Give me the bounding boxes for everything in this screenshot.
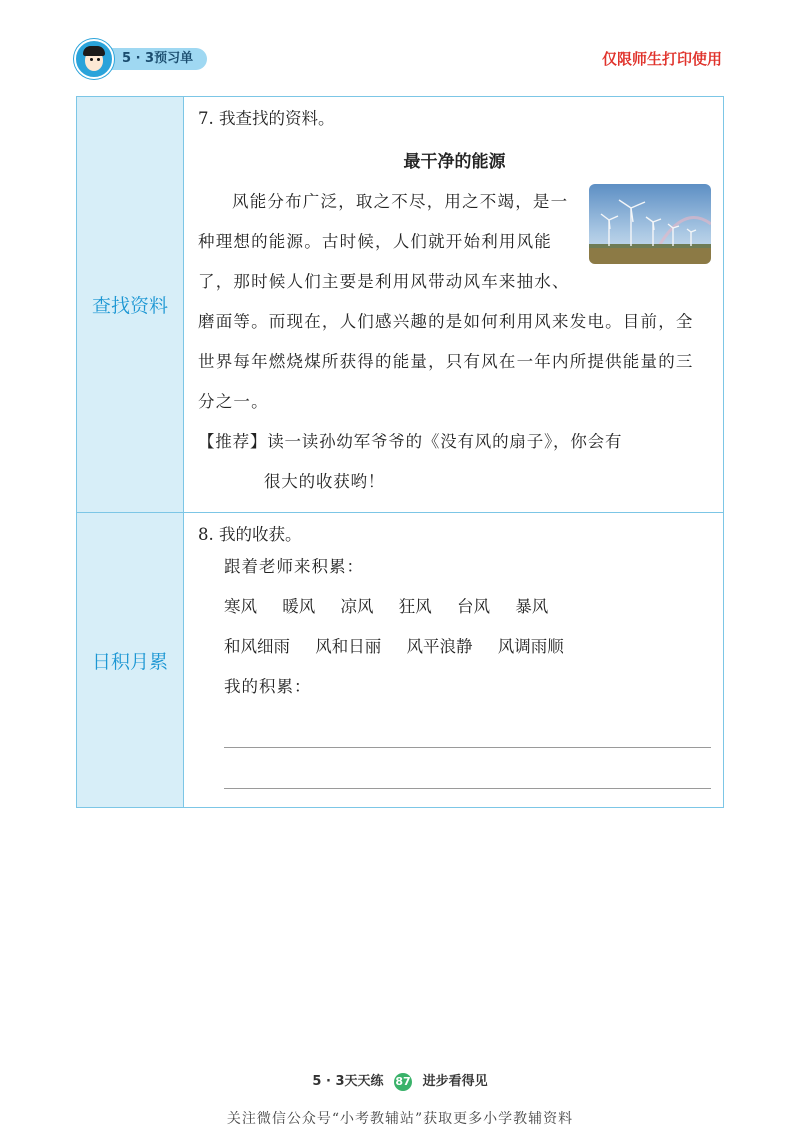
idiom: 风平浪静 bbox=[406, 637, 473, 656]
page-footer bbox=[0, 1070, 800, 1091]
word: 暴风 bbox=[515, 597, 549, 616]
print-note: 仅限师生打印使用 bbox=[601, 50, 722, 68]
mascot-icon bbox=[74, 39, 114, 79]
header-badge bbox=[74, 42, 207, 76]
question-7: 7. 我查找的资料。 bbox=[198, 109, 335, 128]
page-number: 87 bbox=[394, 1073, 412, 1091]
recommend-tag: 【推荐】 bbox=[198, 432, 268, 451]
words-row-1 bbox=[198, 587, 711, 627]
idiom: 和风细雨 bbox=[224, 637, 290, 656]
follow-label: 跟着老师来积累： bbox=[224, 557, 364, 576]
recommend-text-1: 读一读孙幼军爷爷的《没有风的扇子》，你会有 bbox=[267, 432, 623, 451]
badge-label: 5 · 3预习单 bbox=[100, 48, 207, 70]
side-label-search: 查找资料 bbox=[77, 97, 184, 513]
answer-line-1[interactable] bbox=[224, 707, 711, 748]
answer-line-2[interactable] bbox=[224, 748, 711, 789]
wind-turbine-photo bbox=[589, 184, 711, 264]
watermark-text: 关注微信公众号“小考教辅站”获取更多小学教辅资料 bbox=[226, 1111, 574, 1127]
word: 寒风 bbox=[224, 597, 257, 616]
side-label-accumulate: 日积月累 bbox=[77, 513, 184, 808]
idiom: 风和日丽 bbox=[315, 637, 382, 656]
word: 台风 bbox=[457, 597, 490, 616]
recommendation bbox=[198, 422, 711, 462]
my-accumulate-label: 我的积累： bbox=[224, 677, 312, 696]
idiom: 风调雨顺 bbox=[497, 637, 564, 656]
footer-right: 进步看得见 bbox=[422, 1074, 488, 1089]
article-title: 最干净的能源 bbox=[403, 152, 506, 172]
words-row-2 bbox=[198, 627, 711, 667]
search-content-cell bbox=[184, 97, 724, 513]
recommend-text-2: 很大的收获哟！ bbox=[264, 472, 386, 491]
article-paragraph: 风能分布广泛，取之不尽，用之不竭，是一种理想的能源。古时候，人们就开始利用风能了，那时候人们主要是利用风带动风车来抽水、磨面等。而现在，人们感兴趣的是如何利用风来发电。目前，全世界每年燃烧煤所获得的能量，只有风在一年内所提供能量的三分之一。 bbox=[198, 192, 694, 411]
word: 凉风 bbox=[340, 597, 374, 616]
accumulate-content-cell bbox=[184, 513, 724, 808]
word: 狂风 bbox=[398, 597, 432, 616]
footer-left: 5 · 3天天练 bbox=[312, 1074, 384, 1089]
word: 暖风 bbox=[282, 597, 316, 616]
worksheet-table bbox=[76, 96, 724, 808]
question-8: 8. 我的收获。 bbox=[198, 525, 302, 544]
